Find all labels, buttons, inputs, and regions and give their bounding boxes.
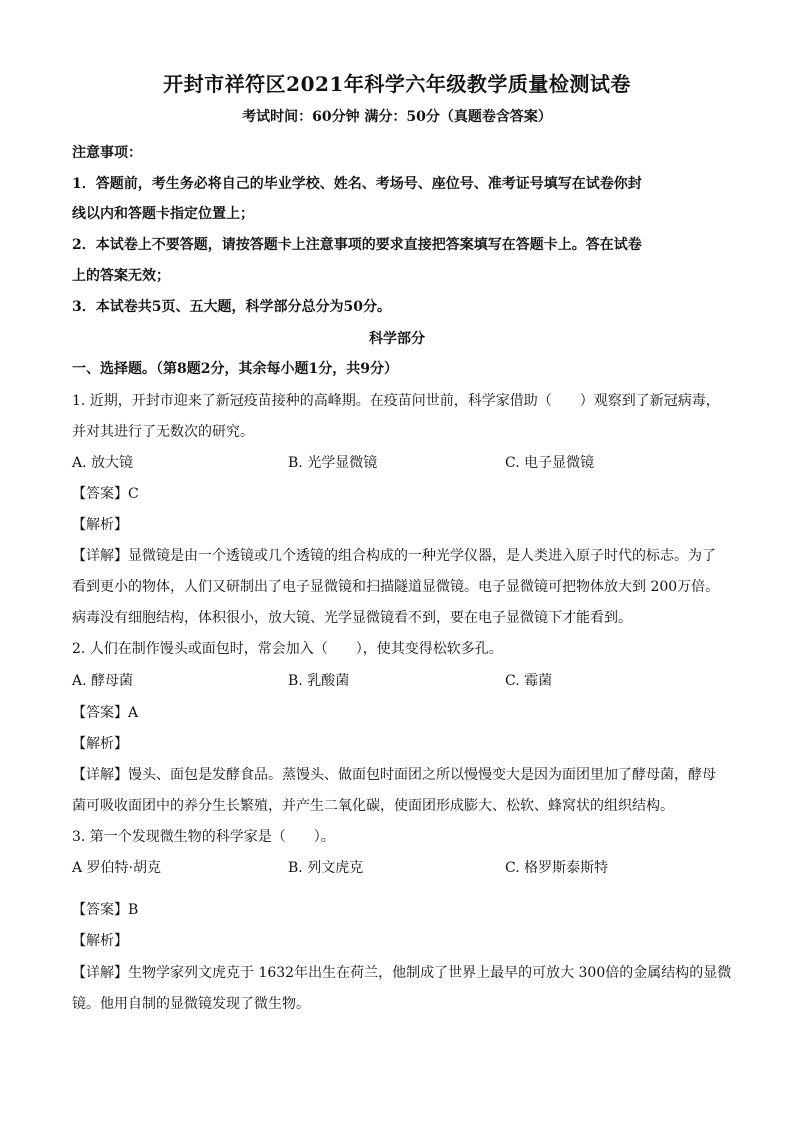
notice-line: 上的答案无效；	[72, 268, 170, 284]
option-a: A 罗伯特·胡克	[72, 860, 162, 876]
section-title: 科学部分	[369, 331, 425, 347]
question-stem: 2. 人们在制作馒头或面包时，常会加入（ ），使其变得松软多孔。	[72, 641, 503, 657]
detail-line: 菌可吸收面团中的养分生长繁殖，并产生二氧化碳，使面团形成膨大、松软、蜂窝状的组织结构。	[72, 798, 674, 814]
notice-line: 2．本试卷上不要答题，请按答题卡上注意事项的要求直接把答案填写在答题卡上。答在试卷	[72, 237, 642, 253]
question-stem: 3. 第一个发现微生物的科学家是（ ）。	[72, 829, 335, 845]
option-c: C. 格罗斯泰斯特	[505, 860, 609, 876]
detail-line: 【详解】显微镜是由一个透镜或几个透镜的组合构成的一种光学仪器，是人类进入原子时代的标志。为了	[72, 548, 716, 564]
option-c: C. 霉菌	[505, 673, 553, 689]
notice-heading: 注意事项：	[72, 145, 142, 161]
notice-line: 3．本试卷共5页、五大题，科学部分总分为50分。	[72, 299, 391, 315]
detail-line: 【详解】生物学家列文虎克于 1632年出生在荷兰，他制成了世界上最早的可放大 300倍的金属结构的显微	[72, 965, 732, 981]
part-heading: 一、选择题。（第8题2分，其余每小题1分，共9分）	[72, 361, 398, 377]
page-title: 开封市祥符区2021年科学六年级教学质量检测试卷	[163, 72, 631, 96]
answer-line: 【答案】C	[72, 486, 139, 502]
option-c: C. 电子显微镜	[505, 455, 595, 471]
notice-line: 1．答题前，考生务必将自己的毕业学校、姓名、考场号、座位号、准考证号填写在试卷你封	[72, 176, 642, 192]
question-stem: 1. 近期，开封市迎来了新冠疫苗接种的高峰期。在疫苗问世前，科学家借助（ ）观察到了新冠病毒，	[72, 393, 720, 409]
notice-line: 线以内和答题卡指定位置上；	[72, 206, 254, 222]
option-a: A. 放大镜	[72, 455, 134, 471]
option-b: B. 光学显微镜	[288, 455, 378, 471]
option-b: B. 乳酸菌	[288, 673, 350, 689]
analysis-label: 【解析】	[72, 517, 128, 533]
page-subtitle: 考试时间：60分钟 满分：50分（真题卷含答案）	[242, 109, 552, 125]
answer-line: 【答案】A	[72, 705, 139, 721]
answer-line: 【答案】B	[72, 902, 139, 918]
analysis-label: 【解析】	[72, 736, 128, 752]
option-b: B. 列文虎克	[288, 860, 364, 876]
analysis-label: 【解析】	[72, 933, 128, 949]
detail-line: 病毒没有细胞结构，体积很小，放大镜、光学显微镜看不到，要在电子显微镜下才能看到。	[72, 610, 632, 626]
option-a: A. 酵母菌	[72, 673, 134, 689]
question-stem: 并对其进行了无数次的研究。	[72, 424, 254, 440]
detail-line: 看到更小的物体，人们又研制出了电子显微镜和扫描隧道显微镜。电子显微镜可把物体放大到 200万倍。	[72, 579, 720, 595]
detail-line: 【详解】馒头、面包是发酵食品。蒸馒头、做面包时面团之所以慢慢变大是因为面团里加了酵母菌，酵母	[72, 767, 716, 783]
detail-line: 镜。他用自制的显微镜发现了微生物。	[72, 996, 310, 1012]
